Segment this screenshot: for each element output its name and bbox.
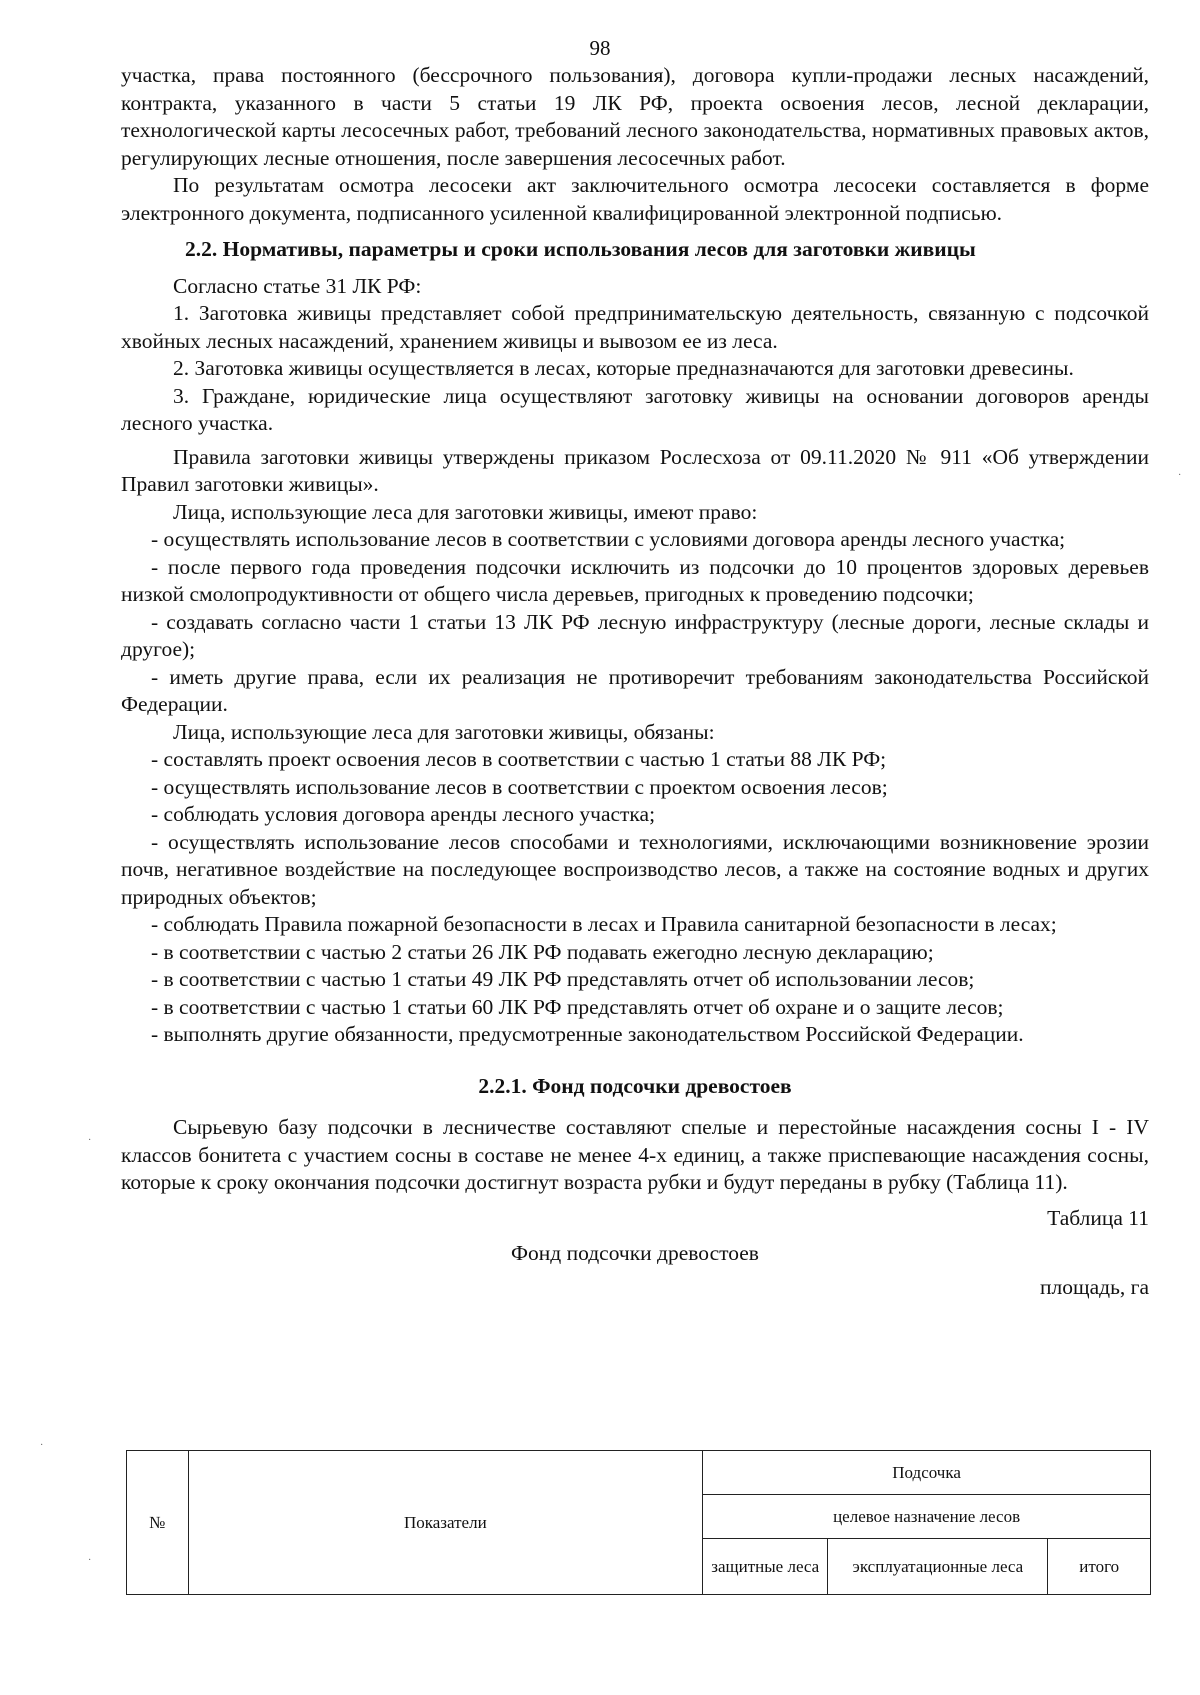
document-body	[121, 62, 1149, 1298]
paragraph-inspection-act: По результатам осмотра лесосеки акт заключительного осмотра лесосеки составляется в форме электронного документа, подписанного усиленной квалифицированной электронной подписью.	[121, 173, 1149, 225]
table-title: Фонд подсочки древостоев	[511, 1241, 759, 1265]
list-item-right: - осуществлять использование лесов в соответствии с условиями договора аренды лесного участка;	[151, 527, 1066, 551]
list-item-duty: - в соответствии с частью 2 статьи 26 ЛК РФ подавать ежегодно лесную декларацию;	[151, 939, 934, 964]
header-exploitation-forests: эксплуатационные леса	[828, 1539, 1048, 1595]
table-label: Таблица 11	[1047, 1205, 1149, 1230]
numbered-item-1: 1. Заготовка живицы представляет собой предпринимательскую деятельность, связанную с подсочкой хвойных лесных насаждений, хранением живицы и вывозом ее из леса.	[121, 301, 1149, 353]
section-heading-2-2-1: 2.2.1. Фонд подсочки древостоев	[478, 1073, 792, 1098]
list-item-duty: - соблюдать условия договора аренды лесного участка;	[151, 802, 656, 826]
table-units: площадь, га	[1040, 1274, 1149, 1299]
list-item-right: - иметь другие права, если их реализация не противоречит требованиям законодательства Российской Федерации.	[121, 664, 1149, 716]
paragraph-intro: Согласно статье 31 ЛК РФ:	[173, 273, 422, 298]
list-item-duty: - осуществлять использование лесов способами и технологиями, исключающими возникновение эрозии почв, негативное воздействие на последующее воспроизводство лесов, а также на состояние водных и других природных объектов;	[121, 829, 1149, 909]
header-protective-forests: защитные леса	[703, 1539, 828, 1595]
list-item-duty: - осуществлять использование лесов в соответствии с проектом освоения лесов;	[151, 774, 888, 799]
header-forest-purpose: целевое назначение лесов	[703, 1495, 1151, 1539]
scan-speck: ·	[88, 1555, 92, 1566]
paragraph-continuation: участка, права постоянного (бессрочного пользования), договора купли-продажи лесных насаждений, контракта, указанного в части 5 статьи 19 ЛК РФ, проекта освоения лесов, лесной декларации, технологической карты лесосечных работ, требований лесного законодательства, нормативных правовых актов, регулирующих лесные отношения, после завершения лесосечных работ.	[121, 63, 1149, 170]
paragraph-duties-intro: Лица, использующие леса для заготовки живицы, обязаны:	[173, 719, 715, 744]
header-tapping: Подсочка	[703, 1451, 1151, 1495]
paragraph-tapping-fund: Сырьевую базу подсочки в лесничестве составляют спелые и перестойные насаждения сосны I - IV классов бонитета с участием сосны в составе не менее 4-х единиц, а также приспевающие насаждения сосны, которые к сроку окончания подсочки достигнут возраста рубки и будут переданы в рубку (Таблица 11).	[121, 1115, 1149, 1194]
scan-speck: ·	[40, 1440, 44, 1451]
header-number: №	[127, 1451, 189, 1595]
section-heading-2-2: 2.2. Нормативы, параметры и сроки использования лесов для заготовки живицы	[185, 237, 976, 261]
list-item-right: - после первого года проведения подсочки исключить из подсочки до 10 процентов здоровых деревьев низкой смолопродуктивности от общего числа деревьев, пригодных к проведению подсочки;	[121, 554, 1149, 606]
paragraph-rules: Правила заготовки живицы утверждены приказом Рослесхоза от 09.11.2020 № 911 «Об утверждении Правил заготовки живицы».	[121, 444, 1149, 496]
list-item-duty: - составлять проект освоения лесов в соответствии с частью 1 статьи 88 ЛК РФ;	[151, 747, 887, 771]
numbered-item-3: 3. Граждане, юридические лица осуществляют заготовку живицы на основании договоров аренды лесного участка.	[121, 383, 1149, 435]
list-item-right: - создавать согласно части 1 статьи 13 ЛК РФ лесную инфраструктуру (лесные дороги, лесные склады и другое);	[121, 609, 1149, 661]
list-item-duty: - в соответствии с частью 1 статьи 60 ЛК РФ представлять отчет об охране и о защите лесов;	[151, 994, 1004, 1019]
list-item-duty: - выполнять другие обязанности, предусмотренные законодательством Российской Федерации.	[151, 1022, 1024, 1046]
list-item-duty: - в соответствии с частью 1 статьи 49 ЛК РФ представлять отчет об использовании лесов;	[151, 967, 975, 991]
paragraph-rights-intro: Лица, использующие леса для заготовки живицы, имеют право:	[173, 499, 758, 524]
header-indicators: Показатели	[188, 1451, 703, 1595]
tapping-fund-table	[126, 1450, 1151, 1595]
numbered-item-2: 2. Заготовка живицы осуществляется в лесах, которые предназначаются для заготовки древесины.	[173, 356, 1074, 380]
scan-speck: ·	[1178, 470, 1182, 481]
scan-speck: ·	[88, 1135, 92, 1146]
page-number: 98	[589, 36, 611, 60]
list-item-duty: - соблюдать Правила пожарной безопасности в лесах и Правила санитарной безопасности в лесах;	[151, 912, 1057, 936]
header-total: итого	[1048, 1539, 1151, 1595]
